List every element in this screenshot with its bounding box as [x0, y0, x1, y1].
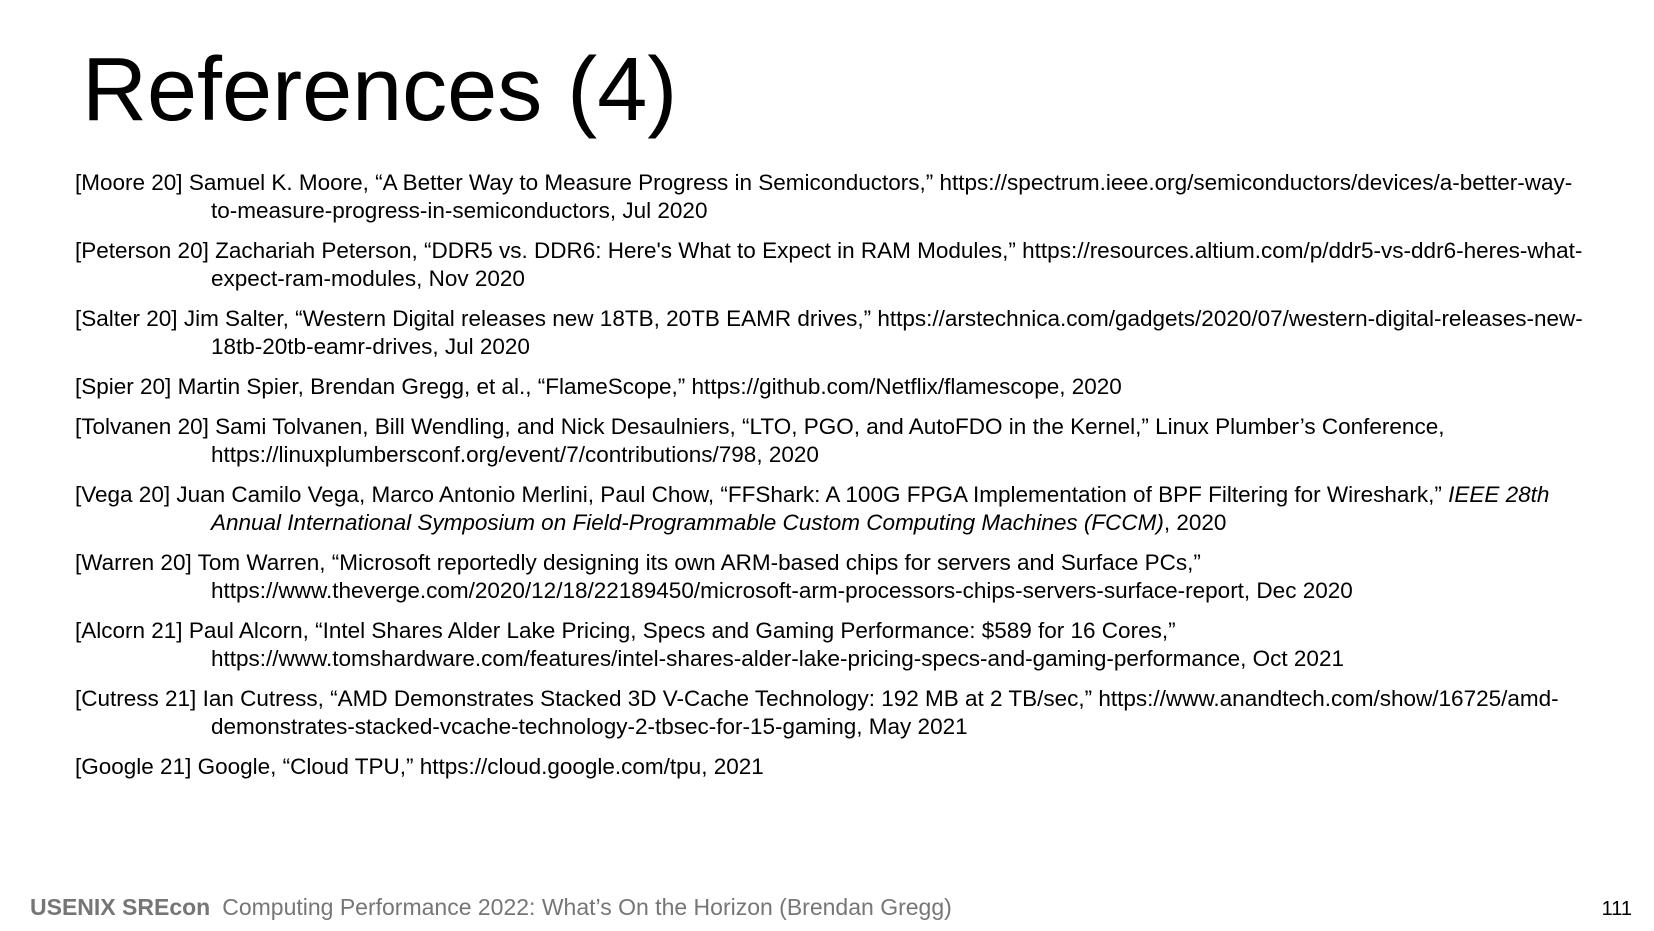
reference-text: Tom Warren, “Microsoft reportedly designing its own ARM-based chips for servers and Surface PCs,” https://www.theverge.com/2020/12/18/22189450/microsoft-arm-processors-chips-servers-surface-report, Dec 2020 — [191, 550, 1353, 603]
references-list — [75, 169, 1585, 793]
reference-text: Zachariah Peterson, “DDR5 vs. DDR6: Here's What to Expect in RAM Modules,” https://resources.altium.com/p/ddr5-vs-ddr6-heres-what-expect-ram-modules, Nov 2020 — [208, 238, 1583, 291]
reference-item — [75, 237, 1585, 293]
reference-text: Samuel K. Moore, “A Better Way to Measure Progress in Semiconductors,” https://spectrum.ieee.org/semiconductors/devices/a-better-way-to-measure-progress-in-semiconductors, Jul 2020 — [182, 170, 1573, 223]
slide-footer — [30, 893, 952, 921]
footer-brand: USENIX SREcon — [30, 894, 211, 920]
reference-key: [Tolvanen 20] — [75, 414, 209, 439]
reference-key: [Google 21] — [75, 754, 192, 779]
reference-text: Juan Camilo Vega, Marco Antonio Merlini, Paul Chow, “FFShark: A 100G FPGA Implementation of BPF Filtering for Wireshark,” — [170, 482, 1449, 507]
reference-item — [75, 413, 1585, 469]
reference-text: Ian Cutress, “AMD Demonstrates Stacked 3D V-Cache Technology: 192 MB at 2 TB/sec,” https://www.anandtech.com/show/16725/amd-demonstrates-stacked-vcache-technology-2-tbsec-for-15-gaming, May 2021 — [196, 686, 1559, 739]
reference-text: Jim Salter, “Western Digital releases new 18TB, 20TB EAMR drives,” https://arstechnica.com/gadgets/2020/07/western-digital-releases-new-18tb-20tb-eamr-drives, Jul 2020 — [177, 306, 1583, 359]
reference-text-end: , 2020 — [1163, 510, 1227, 535]
reference-item — [75, 549, 1585, 605]
page-number: 111 — [1601, 898, 1632, 920]
reference-key: [Cutress 21] — [75, 686, 197, 711]
reference-key: [Alcorn 21] — [75, 618, 183, 643]
reference-text: Google, “Cloud TPU,” https://cloud.google.com/tpu, 2021 — [191, 754, 764, 779]
reference-key: [Peterson 20] — [75, 238, 209, 263]
reference-item — [75, 685, 1585, 741]
reference-text: Paul Alcorn, “Intel Shares Alder Lake Pricing, Specs and Gaming Performance: $589 for 16 Cores,” https://www.tomshardware.com/features/intel-shares-alder-lake-pricing-specs-and-gaming-performance, Oct 2021 — [182, 618, 1344, 671]
reference-venue: IEEE 28th Annual International Symposium on Field-Programmable Custom Computing Machines (FCCM) — [211, 482, 1550, 535]
reference-item — [75, 169, 1585, 225]
reference-key: [Salter 20] — [75, 306, 178, 331]
reference-item — [75, 753, 1585, 781]
reference-item — [75, 617, 1585, 673]
footer-talk-title: Computing Performance 2022: What’s On the Horizon (Brendan Gregg) — [222, 894, 952, 920]
reference-item — [75, 373, 1585, 401]
reference-item — [75, 481, 1585, 537]
reference-text: Sami Tolvanen, Bill Wendling, and Nick Desaulniers, “LTO, PGO, and AutoFDO in the Kernel,” Linux Plumber’s Conference, https://linuxplumbersconf.org/event/7/contributions/798, 2020 — [208, 414, 1445, 467]
reference-item — [75, 305, 1585, 361]
reference-key: [Vega 20] — [75, 482, 171, 507]
reference-key: [Spier 20] — [75, 374, 172, 399]
reference-key: [Warren 20] — [75, 550, 192, 575]
slide-title: References (4) — [82, 40, 678, 140]
reference-text: Martin Spier, Brendan Gregg, et al., “FlameScope,” https://github.com/Netflix/flamescope, 2020 — [171, 374, 1122, 399]
reference-key: [Moore 20] — [75, 170, 183, 195]
